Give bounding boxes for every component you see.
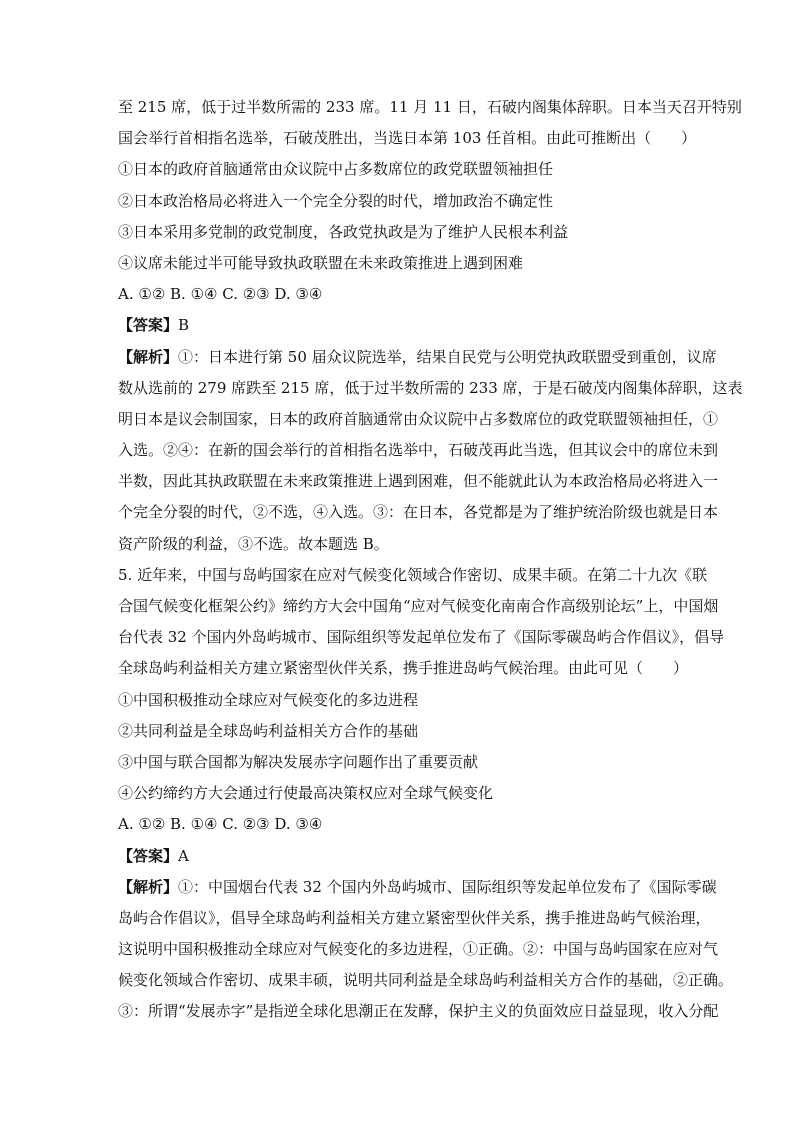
q4-analysis-text-1: ①：日本进行第 50 届众议院选举，结果自民党与公明党执政联盟受到重创，议席 [178,347,717,366]
q5-analysis-line-2: 岛屿合作倡议》，倡导全球岛屿利益相关方建立紧密型伙伴关系，携手推进岛屿气候治理， [118,908,711,927]
q4-analysis-line-6: 个完全分裂的时代，②不选，④入选。③：在日本，各党都是为了维护统治阶级也就是日本 [118,503,719,522]
q4-option-3: ③日本采用多党制的政党制度，各政党执政是为了维护人民根本利益 [118,222,569,241]
q5-stem-line-3: 台代表 32 个国内外岛屿城市、国际组织等发起单位发布了《国际零碳岛屿合作倡议》，倡导 [118,628,725,647]
q4-stem-line-1: 至 215 席，低于过半数所需的 233 席。11 月 11 日，石破内阁集体辞职。日本当天召开特别 [118,98,742,116]
q5-choices: A. ①② B. ①④ C. ②③ D. ③④ [118,815,323,834]
q5-stem-line-2: 合国气候变化框架公约》缔约方大会中国角“应对气候变化南南合作高级别论坛”上，中国烟 [118,597,719,615]
q4-analysis-line-5: 半数，因此其执政联盟在未来政策推进上遇到困难，但不能就此认为本政治格局必将进入一 [118,472,719,491]
q4-analysis-line-7: 资产阶级的利益，③不选。故本题选 B。 [118,534,389,553]
q4-stem-line-2: 国会举行首相指名选举，石破茂胜出，当选日本第 103 任首相。由此可推断出（ ） [118,129,697,148]
q5-option-3: ③中国与联合国都为解决发展赤字问题作出了重要贡献 [118,752,479,771]
q5-stem-line-4: 全球岛屿利益相关方建立紧密型伙伴关系，携手推进岛屿气候治理。由此可见（ ） [118,659,689,678]
q4-option-2: ②日本政治格局必将进入一个完全分裂的时代，增加政治不确定性 [118,191,554,210]
q4-option-1: ①日本的政府首脑通常由众议院中占多数席位的政党联盟领袖担任 [118,160,554,179]
q4-analysis-label: 【解析】 [118,347,179,366]
q4-analysis-line-2: 数从选前的 279 席跌至 215 席，低于过半数所需的 233 席，于是石破茂内阁集体辞职，这表 [118,378,743,397]
q5-analysis-line-3: 这说明中国积极推动全球应对气候变化的多边进程，①正确。②：中国与岛屿国家在应对气 [118,940,719,959]
q5-stem-line-1: 5. 近年来，中国与岛屿国家在应对气候变化领域合作密切、成果丰硕。在第二十九次《联 [118,565,708,584]
q5-answer [118,841,680,872]
q5-analysis-line-4: 候变化领域合作密切、成果丰硕，说明共同利益是全球岛屿利益相关方合作的基础，②正确。 [118,971,734,990]
q4-answer [118,310,680,341]
q5-analysis-line-1 [118,872,717,903]
q4-answer-label: 【答案】 [118,316,179,335]
q4-analysis-line-4: 入选。②④：在新的国会举行的首相指名选举中，石破茂再此当选，但其议会中的席位未到 [118,441,719,460]
question-5 [118,560,734,1028]
q5-option-1: ①中国积极推动全球应对气候变化的多边进程 [118,690,419,709]
question-4 [118,92,743,560]
q4-option-4: ④议席未能过半可能导致执政联盟在未来政策推进上遇到困难 [118,253,524,272]
q4-analysis-line-3: 明日本是议会制国家，日本的政府首脑通常由众议院中占多数席位的政党联盟领袖担任，① [118,409,719,428]
q5-answer-label: 【答案】 [118,846,179,865]
document-page [118,92,743,1028]
q4-choices: A. ①② B. ①④ C. ②③ D. ③④ [118,285,323,304]
q5-option-2: ②共同利益是全球岛屿利益相关方合作的基础 [118,721,419,740]
q4-analysis-line-1 [118,342,717,373]
q5-analysis-line-5: ③：所谓“发展赤字”是指逆全球化思潮正在发酵，保护主义的负面效应日益显现，收入分配 [118,1002,719,1021]
q5-analysis-text-1: ①：中国烟台代表 32 个国内外岛屿城市、国际组织等发起单位发布了《国际零碳 [178,877,717,896]
q5-option-4: ④公约缔约方大会通过行使最高决策权应对全球气候变化 [118,784,494,803]
q5-answer-value: A [178,846,189,865]
q5-analysis-label: 【解析】 [118,877,179,896]
q4-answer-value: B [178,316,190,335]
